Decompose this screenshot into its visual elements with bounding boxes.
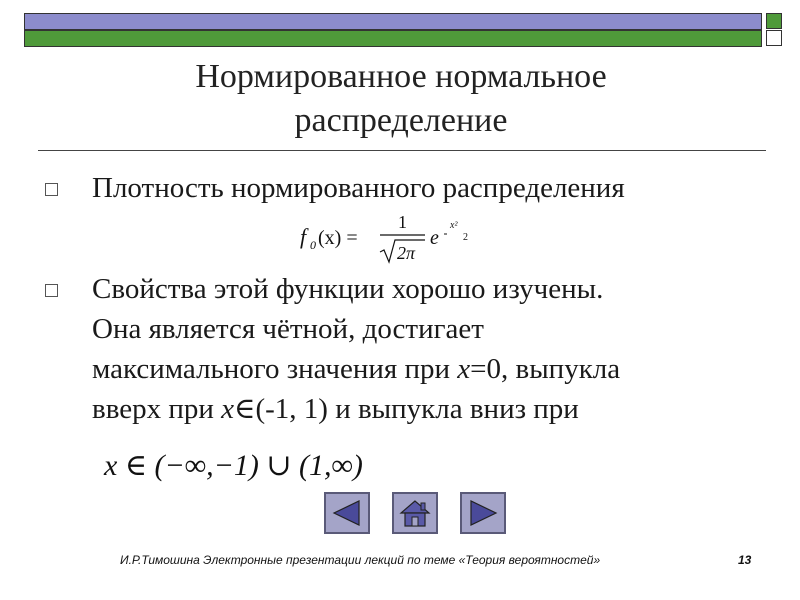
line-4-part-b: ∈(-1, 1) и выпукла вниз при bbox=[234, 393, 579, 425]
next-slide-button[interactable] bbox=[460, 492, 506, 534]
formula-subscript: 0 bbox=[310, 238, 316, 252]
title-line-2: распределение bbox=[294, 102, 508, 139]
line-3-part-b: =0, выпукла bbox=[470, 353, 621, 385]
bullet-2-text bbox=[92, 269, 620, 429]
prev-slide-button[interactable] bbox=[324, 492, 370, 534]
formula-exp-denominator: 2 bbox=[463, 232, 468, 243]
bullet-square-icon bbox=[45, 284, 58, 297]
bullet-1-text: Плотность нормированного распределения bbox=[92, 172, 625, 204]
variable-x: x bbox=[221, 393, 235, 425]
right-triangle-icon bbox=[465, 498, 501, 528]
header-square-white bbox=[766, 30, 782, 46]
line-3-part-a: максимального значения при bbox=[92, 353, 458, 385]
line-4-part-a: вверх при bbox=[92, 393, 222, 425]
interval-formula: x ∈ (−∞,−1) ∪ (1,∞) bbox=[104, 449, 363, 482]
header-bar-green bbox=[24, 30, 762, 47]
formula-numerator: 1 bbox=[398, 212, 407, 232]
formula-exp-numerator: x² bbox=[450, 220, 458, 231]
bullet-square-icon bbox=[45, 183, 58, 196]
header-bar-purple bbox=[24, 13, 762, 30]
bullet-2-line-1: Свойства этой функции хорошо изучены. bbox=[92, 273, 604, 305]
title-divider bbox=[38, 150, 766, 151]
header-square-green bbox=[766, 13, 782, 29]
footer-author: И.Р.Тимошина Электронные презентации лекций по теме «Теория вероятностей» bbox=[120, 553, 601, 567]
bullet-2-line-2: Она является чётной, достигает bbox=[92, 313, 484, 345]
formula-lhs-arg: (x) = bbox=[318, 227, 358, 249]
bullet-2-line-3 bbox=[92, 349, 620, 389]
home-icon bbox=[397, 497, 433, 529]
left-triangle-icon bbox=[329, 498, 365, 528]
bullet-2-line-4 bbox=[92, 389, 620, 429]
slide-number: 13 bbox=[738, 553, 752, 567]
slide-title bbox=[40, 55, 762, 143]
home-button[interactable] bbox=[392, 492, 438, 534]
formula-exp-base: e bbox=[430, 227, 439, 249]
density-formula bbox=[300, 208, 490, 264]
formula-f: f bbox=[300, 224, 307, 249]
formula-sqrt-arg: 2π bbox=[397, 243, 416, 263]
variable-x: x bbox=[457, 353, 471, 385]
title-line-1: Нормированное нормальное bbox=[195, 58, 607, 95]
